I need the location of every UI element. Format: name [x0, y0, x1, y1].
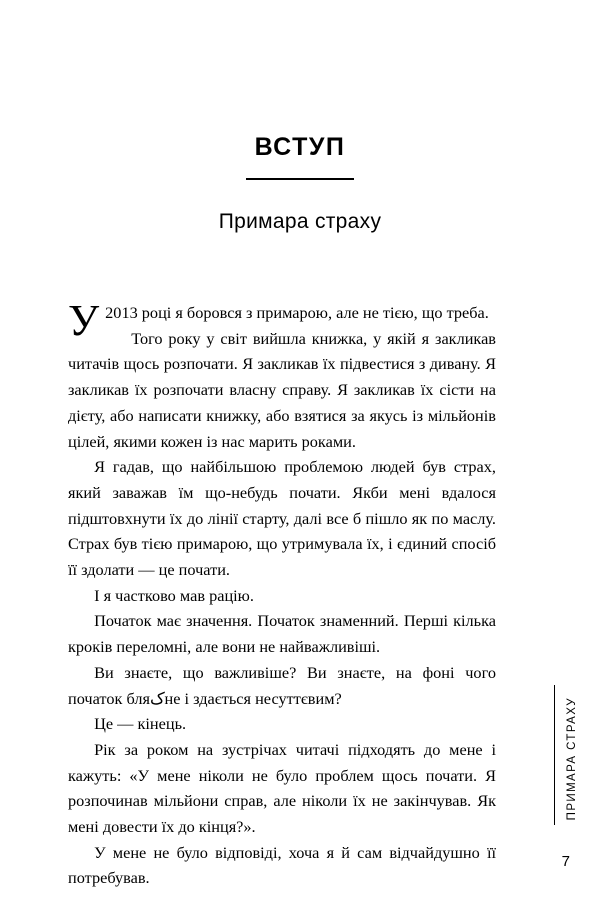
- page-number: 7: [561, 853, 570, 870]
- drop-cap: У: [68, 296, 100, 345]
- running-head: ПРИМАРА СТРАХУ: [566, 696, 578, 820]
- page-title: ВСТУП: [254, 133, 346, 161]
- paragraph: Це — кінець.: [94, 714, 187, 734]
- body-text: [68, 296, 496, 891]
- paragraph: Рік за роком на зустрічах читачі підходять до мене і кажуть: «У мене ніколи не було проблем щось почати. Я розпочинав мільйони справ, але ніколи їх не закінчував. Як мені довести їх до кінця?».: [68, 739, 496, 837]
- paragraph: І я частково мав рацію.: [94, 585, 254, 605]
- running-head-divider: [554, 685, 555, 825]
- paragraph-text: 2013 році я боровся з примарою, але не тією, що треба.: [105, 303, 489, 322]
- paragraph: Ви знаєте, що важливіше? Ви знаєте, на фоні чого початок бляکне і здається несуттєвим?: [68, 662, 496, 708]
- paragraph: [68, 296, 496, 345]
- title-divider: [246, 178, 354, 180]
- paragraph: Того року у світ вийшла книжка, у якій я закликав читачів щось розпочати. Я закликав їх підвестися з дивану. Я закликав їх розпочати власну справу. Я закликав їх сісти на дієту, або написати книжку, або взятися за якусь із мільйонів цілей, якими кожен із нас марить роками.: [68, 328, 496, 451]
- chapter-subtitle: Примара страху: [218, 210, 382, 233]
- paragraph: Я гадав, що найбільшою проблемою людей був страх, який заважав їм що-небудь почати. Якби мені вдалося підштовхнути їх до лінії старту, далі все б пішло як по маслу. Страх був тією примарою, що утримувала їх, і єдиний спосіб її здолати — це почати.: [68, 457, 496, 580]
- paragraph: Початок має значення. Початок знаменний. Перші кілька кроків переломні, але вони не найважливіші.: [68, 611, 496, 657]
- paragraph: У мене не було відповіді, хоча я й сам відчайдушно її потребував.: [68, 842, 496, 888]
